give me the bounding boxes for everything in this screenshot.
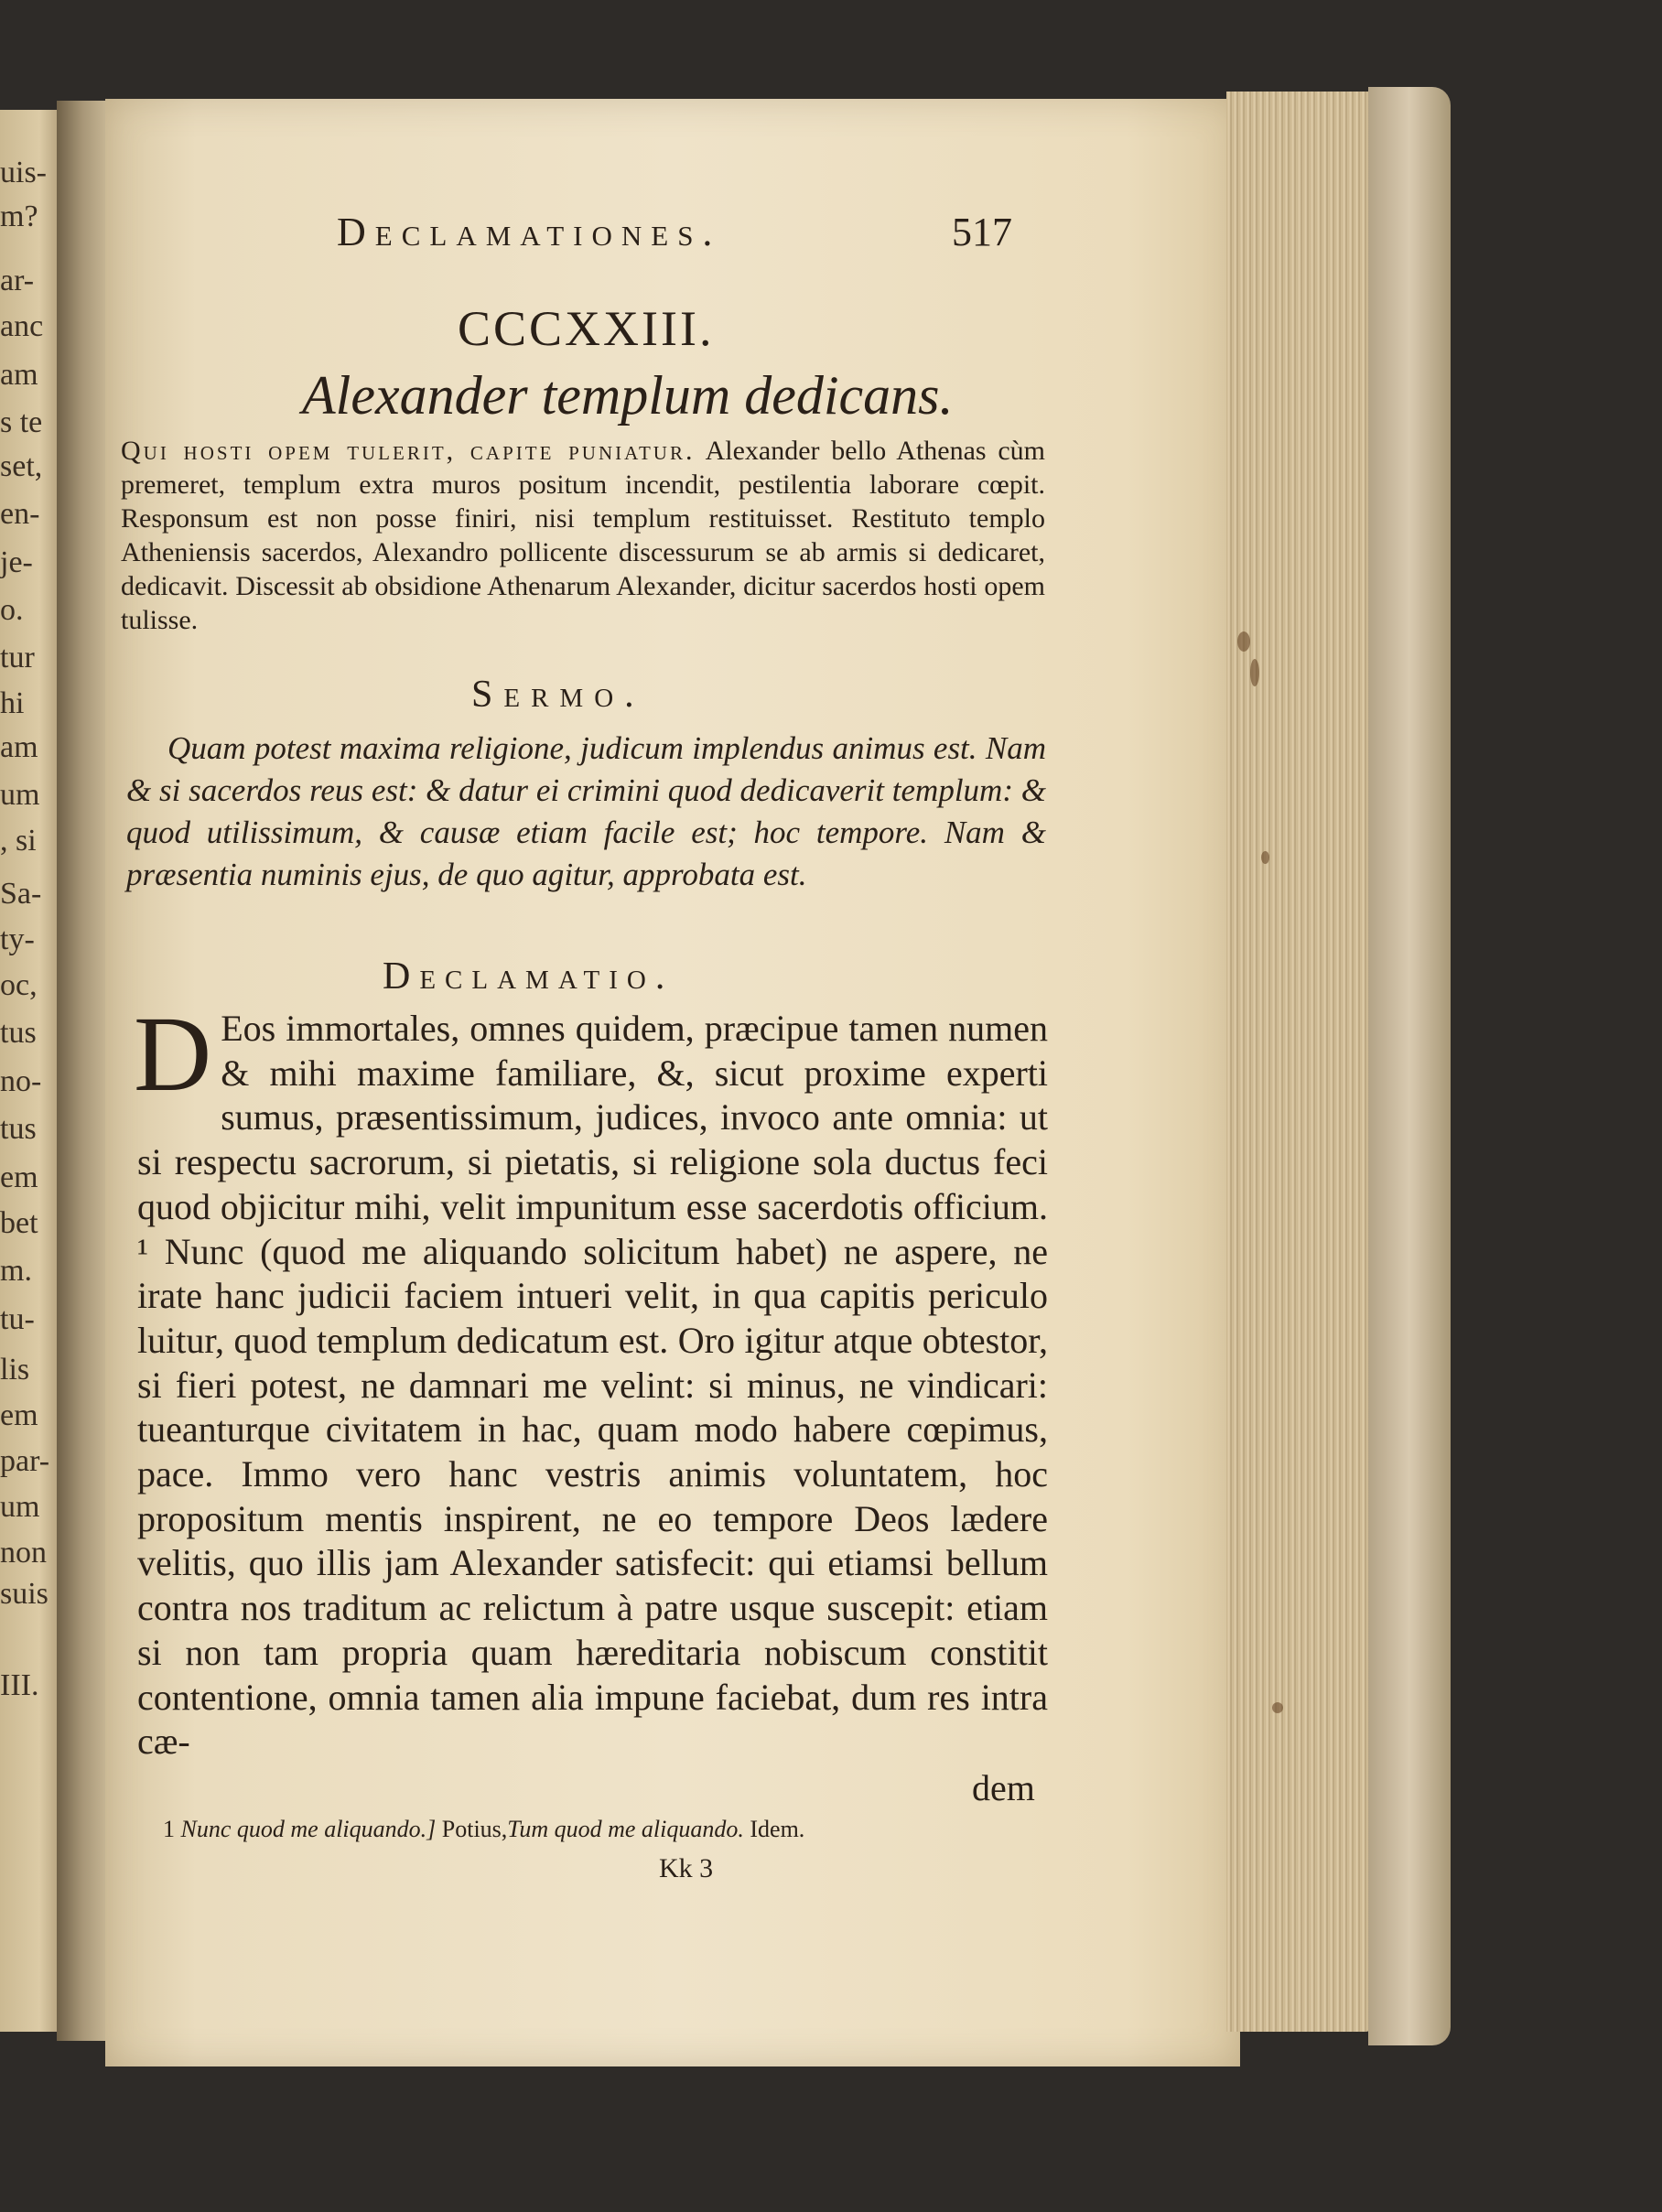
previous-page-fragment: en- bbox=[0, 499, 40, 530]
previous-page-fragment: uis- bbox=[0, 157, 47, 189]
book-cover-edge bbox=[1368, 87, 1451, 2045]
previous-page-fragment: em bbox=[0, 1162, 38, 1193]
previous-page-fragment: o. bbox=[0, 595, 24, 626]
previous-page-fragment: je- bbox=[0, 547, 33, 578]
previous-page-fragment: em bbox=[0, 1400, 38, 1431]
previous-page-fragment: set, bbox=[0, 451, 43, 482]
catchword: dem bbox=[972, 1767, 1035, 1808]
previous-page-fragment: III. bbox=[0, 1670, 39, 1701]
argument-lead: Qui hosti opem tulerit, capite puniatur. bbox=[121, 436, 696, 466]
previous-page-fragment: lis bbox=[0, 1354, 30, 1386]
page-number: 517 bbox=[952, 210, 1012, 254]
foxing-stain bbox=[1272, 1702, 1283, 1713]
previous-page-fragment: par- bbox=[0, 1446, 50, 1477]
sermo-heading: Sermo. bbox=[471, 674, 645, 716]
previous-page-fragment: tus bbox=[0, 1018, 37, 1049]
previous-page-fragment: um bbox=[0, 780, 40, 811]
sermo-paragraph: Quam potest maxima religione, judicum implendus animus est. Nam & si sacerdos reus est: & datur ei crimini quod dedicaverit templum: & quod utilissimum, & causæ etiam facile est; hoc tempore. Nam & præsentia numinis ejus, de quo agitur, approbata est. bbox=[126, 730, 1046, 892]
foxing-stain bbox=[1237, 631, 1250, 652]
argument-paragraph bbox=[121, 434, 1045, 637]
previous-page-fragment: non bbox=[0, 1538, 47, 1569]
previous-page-fragment: bet bbox=[0, 1208, 38, 1239]
previous-page-fragment: ty- bbox=[0, 924, 35, 955]
footnote bbox=[163, 1816, 804, 1843]
previous-page-fragment: , si bbox=[0, 825, 37, 857]
declamation-title: Alexander templum dedicans. bbox=[302, 365, 954, 426]
previous-page-fragment: m? bbox=[0, 201, 38, 232]
previous-page-fragment: hi bbox=[0, 688, 25, 719]
foxing-stain bbox=[1250, 659, 1259, 686]
footnote-idem: Idem. bbox=[750, 1816, 805, 1842]
running-head: Declamationes. bbox=[337, 210, 722, 254]
previous-page-fragment: am bbox=[0, 360, 38, 391]
signature-mark: Kk 3 bbox=[659, 1853, 714, 1883]
previous-page-fragment: oc, bbox=[0, 970, 38, 1001]
previous-page-fragment: um bbox=[0, 1492, 40, 1523]
previous-page-fragment: m. bbox=[0, 1256, 32, 1287]
previous-page-fragment: tus bbox=[0, 1114, 37, 1145]
previous-page-fragment: am bbox=[0, 732, 38, 763]
previous-page-fragment: suis bbox=[0, 1579, 49, 1610]
declamatio-body bbox=[134, 994, 1048, 1764]
previous-page-fragment: tu- bbox=[0, 1304, 35, 1335]
footnote-number: 1 bbox=[163, 1816, 175, 1842]
previous-page-fragment: no- bbox=[0, 1066, 42, 1097]
argument-text: Alexander bello Athenas cùm premeret, templum extra muros positum incendit, pestilentia laborare cœpit. Responsum est non posse finiri, nisi templum restituisset. Restituto templo Atheniensis sacerdos, Alexandro pollicente discessurum se ab armis si dedicaret, dedicavit. Discessit ab obsidione Athenarum Alexander, dicitur sacerdos hosti opem tulisse. bbox=[121, 436, 1045, 635]
body-text: Eos immortales, omnes quidem, præcipue tamen numen & mihi maxime familiare, &, sicut proxime experti sumus, præsentissimum, judices, invoco ante omnia: ut si respectu sacrorum, si pietatis, si religione sola ductus feci quod objicitur mihi, velit impunitum esse sacerdotis officium. ¹ Nunc (quod me aliquando solicitum habet) ne aspere, ne irate hanc judicii faciem intueri velit, in qua capitis periculo luitur, quod templum dedicatum est. Oro igitur atque obtestor, si fieri potest, ne damnari me velint: si minus, ne vindicari: tueanturque civitatem in hac, quam modo habere cœpimus, pace. Immo vero hanc vestris animis voluntatem, hoc propositum mentis inspirent, ne eo tempore Deos lædere velitis, quo illis jam Alexander satisfecit: qui etiamsi bellum contra nos traditum ac relictum à patre usque suscepit: etiam si non tam propria quam hæreditaria nobiscum constitit contentione, omnia tamen alia impune faciebat, dum res intra cæ- bbox=[137, 1008, 1048, 1763]
previous-page-fragment: Sa- bbox=[0, 879, 42, 910]
footnote-potius: Potius, bbox=[441, 1816, 508, 1842]
footnote-reading: Tum quod me aliquando. bbox=[507, 1816, 744, 1842]
previous-page-fragment: tur bbox=[0, 642, 35, 674]
foxing-stain bbox=[1261, 851, 1269, 864]
previous-page-fragment: ar- bbox=[0, 265, 35, 297]
footnote-lemma: Nunc quod me aliquando.] bbox=[180, 1816, 437, 1842]
declamation-number: CCCXXIII. bbox=[458, 301, 715, 356]
drop-cap: D bbox=[134, 994, 212, 1114]
declamatio-heading: Declamatio. bbox=[383, 955, 675, 998]
previous-page-fragment: anc bbox=[0, 311, 44, 342]
page-edges bbox=[1226, 92, 1373, 2032]
previous-page-fragment: s te bbox=[0, 407, 43, 438]
